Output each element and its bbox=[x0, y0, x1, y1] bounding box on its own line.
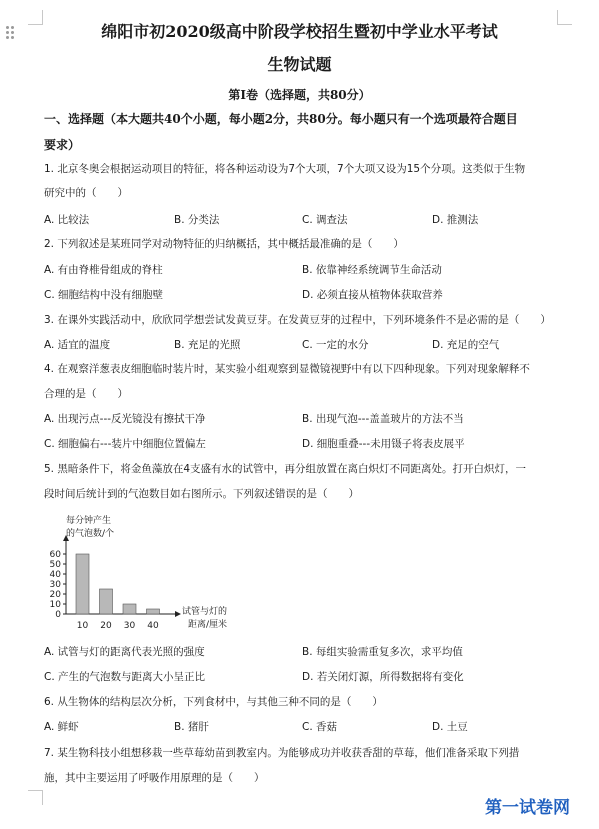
question-5-stem-line1: 5. 黑暗条件下，将金鱼藻放在4支盛有水的试管中，再分组放置在离白炽灯不同距离处。打开白炽灯，一 bbox=[44, 463, 527, 475]
question-1-option-d: D. 推测法 bbox=[432, 214, 479, 226]
question-6-stem-line1: 6. 从生物体的结构层次分析，下列食材中，与其他三种不同的是（ ） bbox=[44, 696, 383, 708]
question-6-option-a: A. 鲜虾 bbox=[44, 721, 79, 733]
question-4-stem-line2: 合理的是（ ） bbox=[44, 388, 128, 400]
section-heading-line2: 要求） bbox=[44, 138, 81, 152]
question-6-option-c: C. 香菇 bbox=[302, 721, 338, 733]
chart-y-tick-label: 10 bbox=[49, 600, 61, 610]
chart-ylabel-line2: 的气泡数/个 bbox=[66, 529, 115, 539]
question-4-option-c: C. 细胞偏右---装片中细胞位置偏左 bbox=[44, 438, 206, 450]
question-1-stem-line2: 研究中的（ ） bbox=[44, 187, 128, 199]
chart-xlabel-line2: 距离/厘米 bbox=[188, 620, 228, 630]
crop-mark-bottom-left bbox=[28, 790, 43, 805]
question-2-option-b: B. 依靠神经系统调节生命活动 bbox=[302, 264, 442, 276]
chart-y-tick-label: 0 bbox=[55, 610, 61, 620]
question-1-stem-line1: 1. 北京冬奥会根据运动项目的特征，将各种运动设为7个大项，7个大项又设为15个分项。这类似于生物 bbox=[44, 163, 526, 175]
volume-heading: 第Ⅰ卷（选择题，共80分） bbox=[228, 88, 371, 102]
question-7-stem-line1: 7. 某生物科技小组想移栽一些草莓幼苗到教室内。为能够成功并收获香甜的草莓，他们准备采取下列措 bbox=[44, 747, 520, 759]
question-6-option-b: B. 猪肝 bbox=[174, 721, 209, 733]
question-1-option-b: B. 分类法 bbox=[174, 214, 220, 226]
chart-bar bbox=[123, 604, 136, 614]
question-4-option-d: D. 细胞重叠---未用镊子将表皮展平 bbox=[302, 438, 465, 450]
question-6-option-d: D. 土豆 bbox=[432, 721, 468, 733]
question-3-option-d: D. 充足的空气 bbox=[432, 339, 500, 351]
question-4-option-b: B. 出现气泡---盖盖玻片的方法不当 bbox=[302, 413, 464, 425]
chart-bar bbox=[76, 554, 89, 614]
chart-ylabel-line1: 每分钟产生 bbox=[66, 516, 112, 526]
chart-y-tick-label: 40 bbox=[49, 570, 61, 580]
section-heading-line1: 一、选择题（本大题共40个小题，每小题2分，共80分。每小题只有一个选项最符合题目 bbox=[44, 112, 518, 126]
question-5-option-a: A. 试管与灯的距离代表光照的强度 bbox=[44, 646, 205, 658]
chart-x-tick-label: 10 bbox=[76, 621, 89, 631]
question-2-option-c: C. 细胞结构中没有细胞壁 bbox=[44, 289, 164, 301]
site-watermark-logo: 第一试卷网 bbox=[485, 798, 570, 818]
exam-title: 绵阳市初2020级高中阶段学校招生暨初中学业水平考试 bbox=[101, 22, 498, 41]
question-4-option-a: A. 出现污点---反光镜没有擦拭干净 bbox=[44, 413, 206, 425]
chart-x-ticks bbox=[77, 621, 159, 631]
question-5-option-d: D. 若关闭灯源，所得数据将有变化 bbox=[302, 671, 464, 683]
chart-bar bbox=[100, 589, 113, 614]
chart-x-tick-label: 30 bbox=[123, 621, 136, 631]
chart-y-tick-label: 50 bbox=[49, 560, 61, 570]
bubble-count-chart bbox=[40, 508, 290, 638]
question-7-stem-line2: 施，其中主要运用了呼吸作用原理的是（ ） bbox=[44, 772, 265, 784]
question-2-option-a: A. 有由脊椎骨组成的脊柱 bbox=[44, 264, 163, 276]
question-4-stem-line1: 4. 在观察洋葱表皮细胞临时装片时，某实验小组观察到显微镜视野中有以下四种现象。下列对现象解释不 bbox=[44, 363, 530, 375]
question-5-stem-line2: 段时间后统计到的气泡数目如右图所示。下列叙述错误的是（ ） bbox=[44, 488, 359, 500]
question-3-option-b: B. 充足的光照 bbox=[174, 339, 241, 351]
chart-xlabel-line1: 试管与灯的 bbox=[182, 607, 228, 617]
chart-x-tick-label: 20 bbox=[100, 621, 112, 631]
question-2-stem-line1: 2. 下列叙述是某班同学对动物特征的归纳概括，其中概括最准确的是（ ） bbox=[44, 238, 404, 250]
question-5-option-c: C. 产生的气泡数与距离大小呈正比 bbox=[44, 671, 206, 683]
question-1-option-c: C. 调查法 bbox=[302, 214, 348, 226]
question-2-option-d: D. 必须直接从植物体获取营养 bbox=[302, 289, 443, 301]
exam-subtitle: 生物试题 bbox=[267, 55, 332, 74]
chart-x-tick-label: 40 bbox=[147, 621, 159, 631]
question-3-option-c: C. 一定的水分 bbox=[302, 339, 369, 351]
chart-y-ticks bbox=[50, 550, 66, 620]
question-3-stem-line1: 3. 在课外实践活动中，欣欣同学想尝试发黄豆芽。在发黄豆芽的过程中，下列环境条件不是必需的是（ ） bbox=[44, 314, 551, 326]
question-3-option-a: A. 适宜的温度 bbox=[44, 339, 111, 351]
chart-bar bbox=[147, 609, 160, 614]
chart-y-tick-label: 60 bbox=[49, 550, 61, 560]
chart-y-tick-label: 30 bbox=[49, 580, 61, 590]
question-1-option-a: A. 比较法 bbox=[44, 214, 90, 226]
chart-y-tick-label: 20 bbox=[49, 590, 61, 600]
question-5-option-b: B. 每组实验需重复多次，求平均值 bbox=[302, 646, 463, 658]
chart-bars bbox=[76, 554, 160, 614]
